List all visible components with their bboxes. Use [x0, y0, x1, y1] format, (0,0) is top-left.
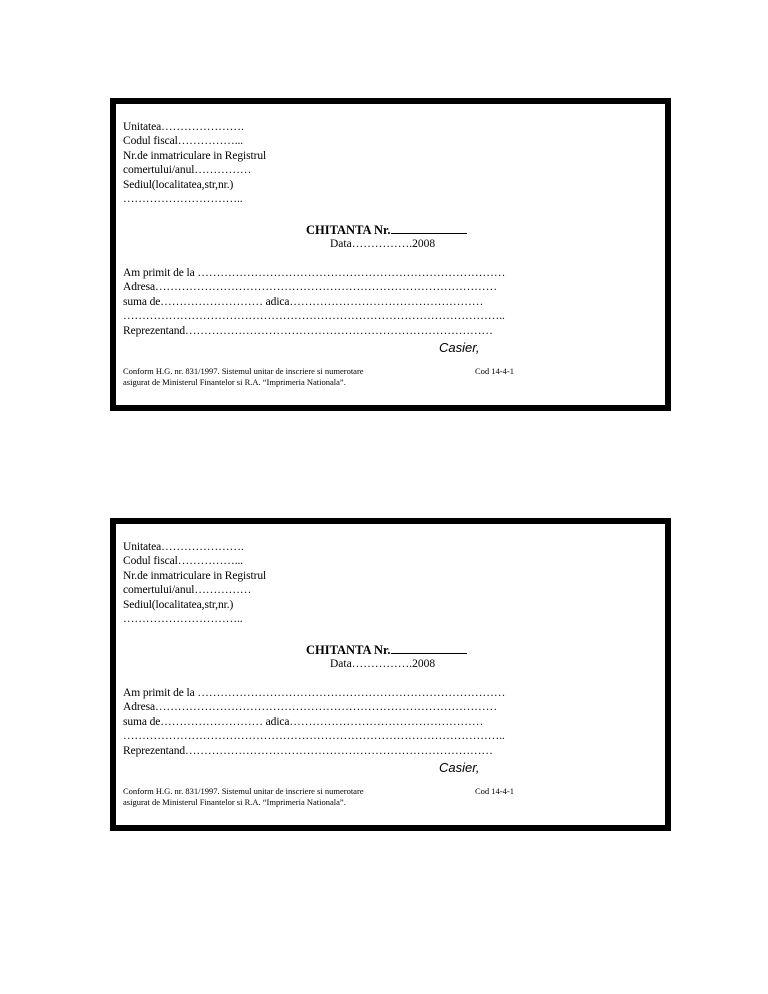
receipt-title: [306, 222, 467, 237]
adresa-field: Adresa………………………………………………………………………………: [123, 701, 497, 713]
comertului-field: comertului/anul……………: [123, 584, 252, 596]
footer-line-2: asigurat de Ministerul Finantelor si R.A. “Imprimeria Nationala”.: [123, 797, 346, 807]
receipt-title: [306, 642, 467, 657]
casier-label: Casier,: [439, 340, 480, 355]
sediul-label: Sediul(localitatea,str,nr.): [123, 179, 234, 191]
casier-label: Casier,: [439, 760, 480, 775]
receipt-number-blank: [391, 642, 467, 654]
unitatea-field: Unitatea………………….: [123, 541, 244, 553]
date-field: Data…………….2008: [330, 658, 436, 670]
footer-line-1: Conform H.G. nr. 831/1997. Sistemul unitar de inscriere si numerotare: [123, 366, 364, 376]
comertului-field: comertului/anul……………: [123, 164, 252, 176]
blank-dots-line: ………………………………………………………………………………………..: [123, 730, 505, 742]
suma-field: suma de……………………… adica……………………………………………: [123, 296, 484, 308]
receipt-title-text: CHITANTA Nr.: [306, 223, 391, 237]
date-field: Data…………….2008: [330, 238, 436, 250]
blank-dots-line: ………………………………………………………………………………………..: [123, 310, 505, 322]
adresa-field: Adresa………………………………………………………………………………: [123, 281, 497, 293]
reprezentand-field: Reprezentand………………………………………………………………………: [123, 745, 493, 757]
form-code: Cod 14-4-1: [475, 786, 514, 796]
nr-inmatriculare-label: Nr.de inmatriculare in Registrul: [123, 570, 267, 582]
am-primit-field: Am primit de la ………………………………………………………………………: [123, 267, 506, 279]
receipt-title-text: CHITANTA Nr.: [306, 643, 391, 657]
codul-fiscal-field: Codul fiscal……………...: [123, 555, 244, 567]
sediul-field: …………………………..: [123, 193, 243, 205]
footer-line-2: asigurat de Ministerul Finantelor si R.A. “Imprimeria Nationala”.: [123, 377, 346, 387]
receipt-number-blank: [391, 222, 467, 234]
am-primit-field: Am primit de la ………………………………………………………………………: [123, 687, 506, 699]
sediul-field: …………………………..: [123, 613, 243, 625]
reprezentand-field: Reprezentand………………………………………………………………………: [123, 325, 493, 337]
nr-inmatriculare-label: Nr.de inmatriculare in Registrul: [123, 150, 267, 162]
footer-line-1: Conform H.G. nr. 831/1997. Sistemul unitar de inscriere si numerotare: [123, 786, 364, 796]
sediul-label: Sediul(localitatea,str,nr.): [123, 599, 234, 611]
unitatea-field: Unitatea………………….: [123, 121, 244, 133]
suma-field: suma de……………………… adica……………………………………………: [123, 716, 484, 728]
codul-fiscal-field: Codul fiscal……………...: [123, 135, 244, 147]
form-code: Cod 14-4-1: [475, 366, 514, 376]
receipt-form: [110, 518, 671, 831]
receipt-form: [110, 98, 671, 411]
